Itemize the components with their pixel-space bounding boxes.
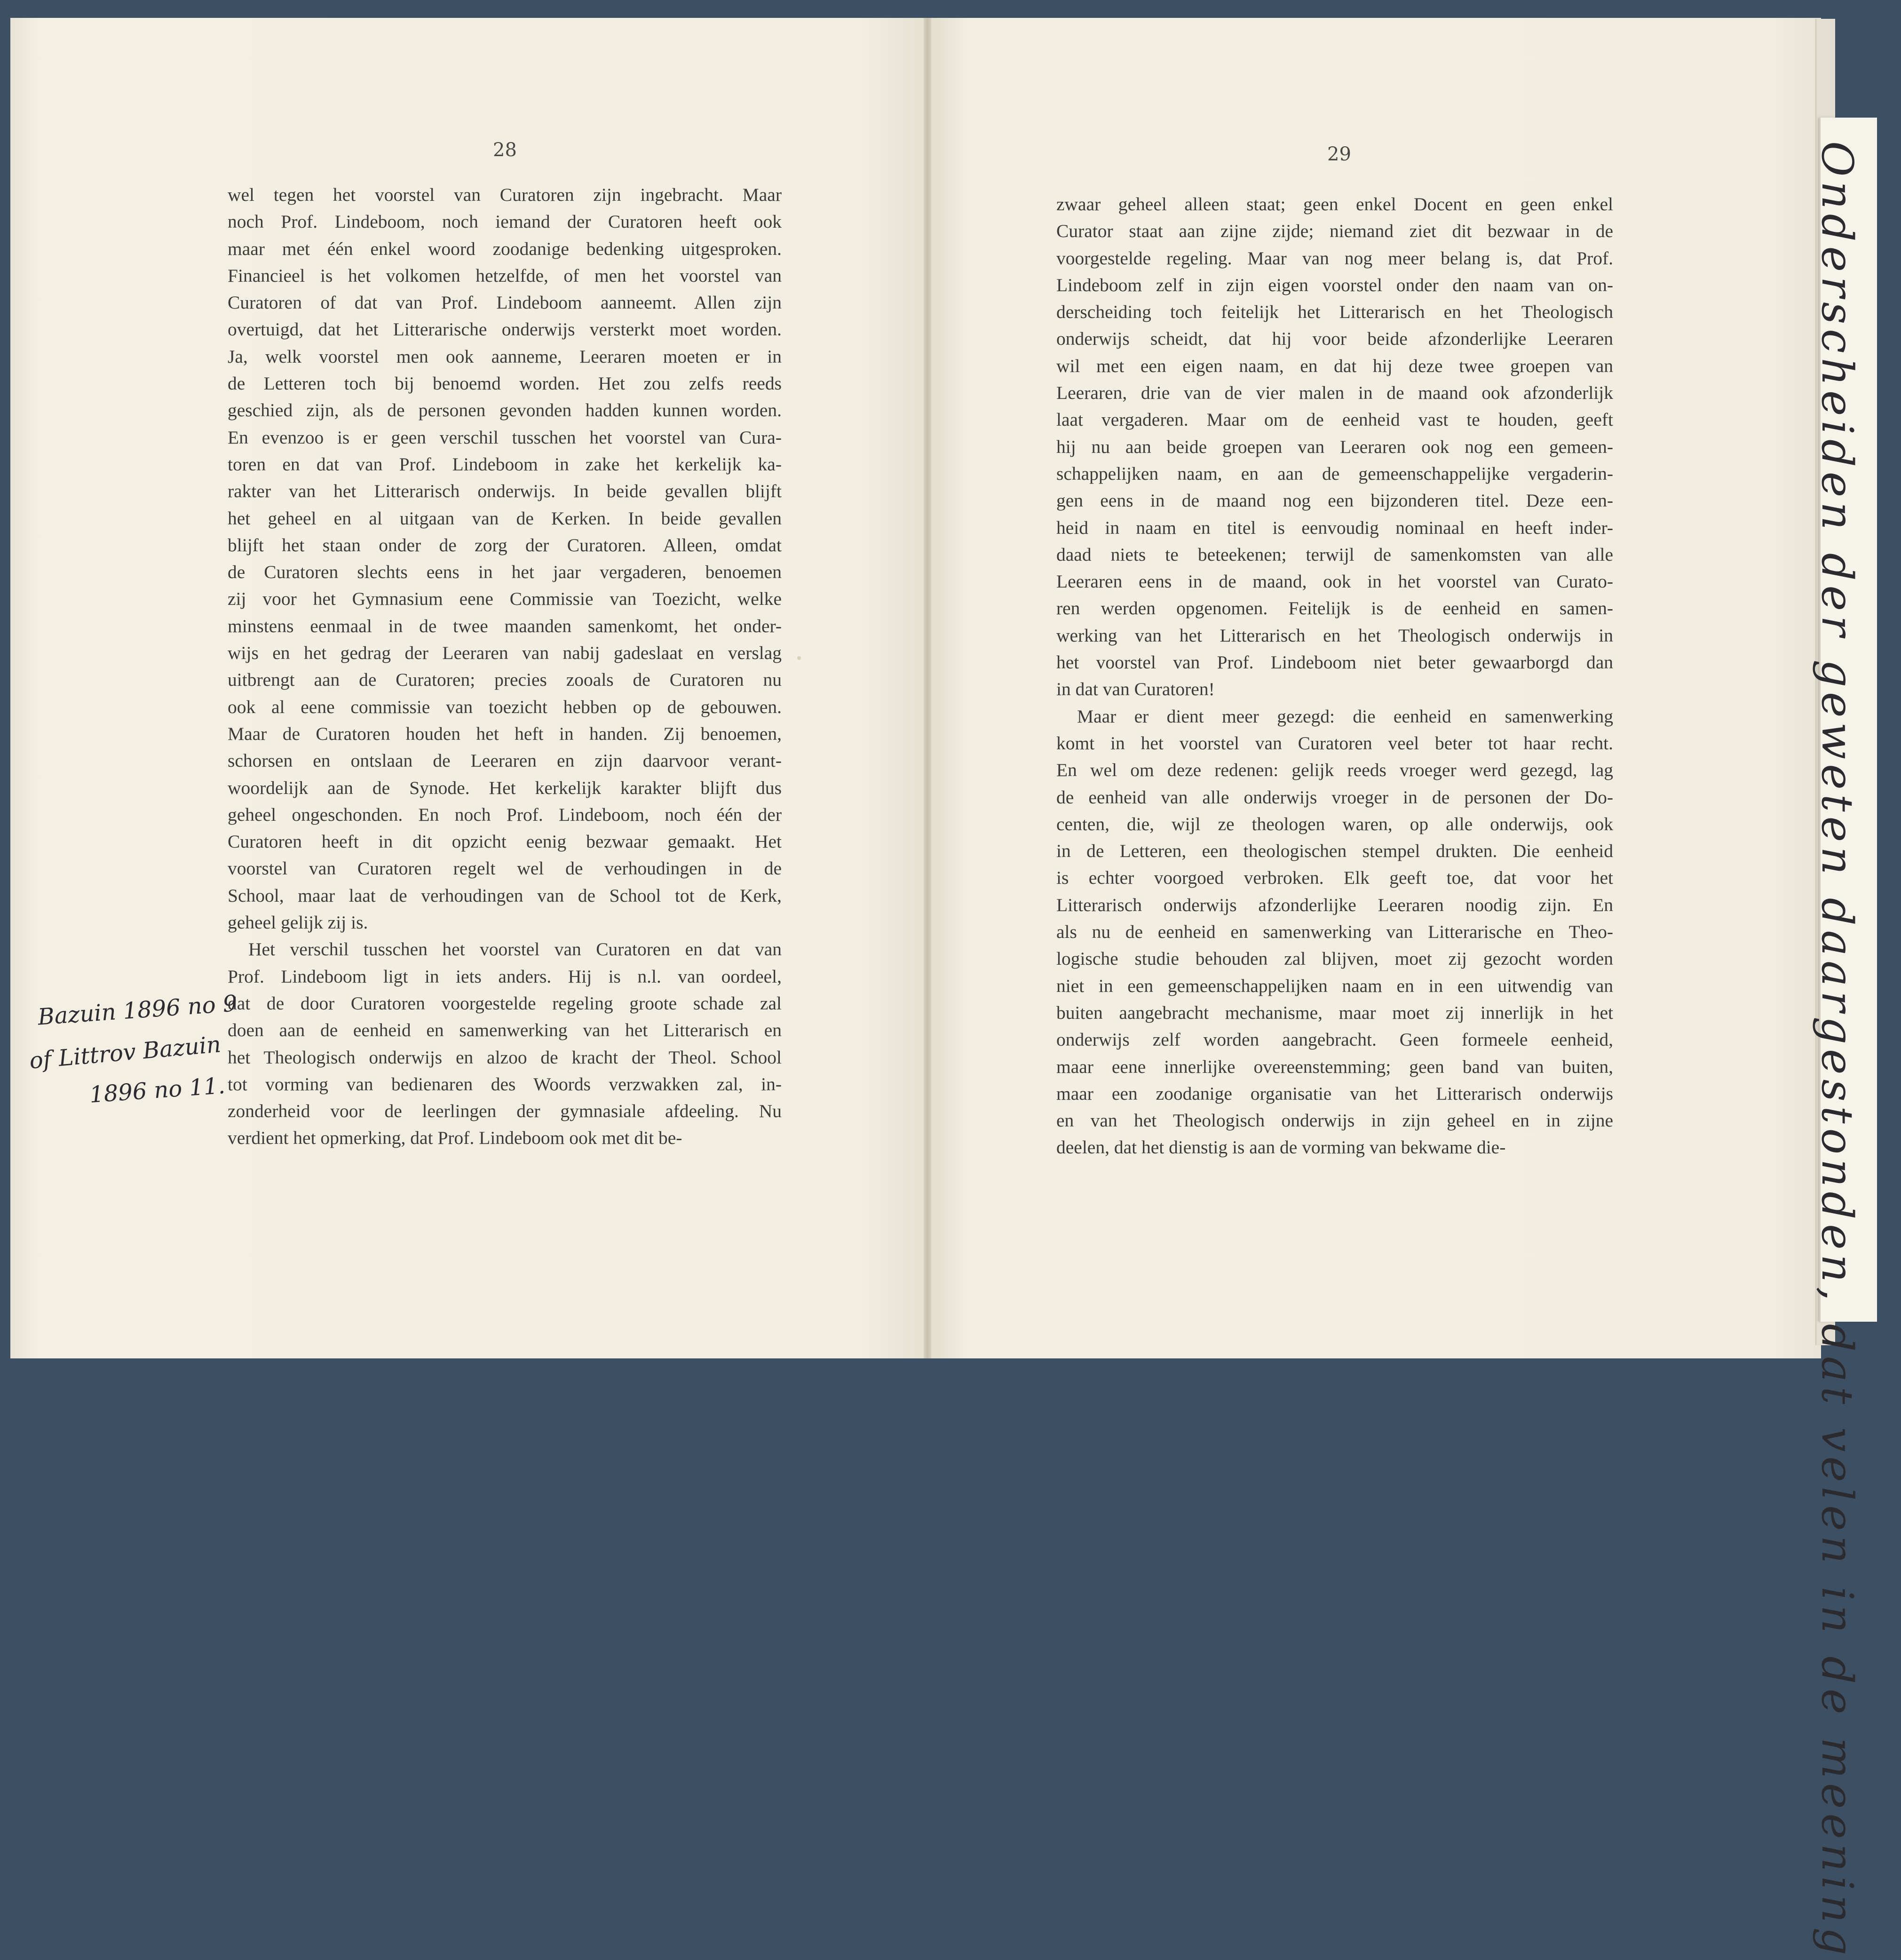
text-line: als nu de eenheid en samenwerking van Litterarische en Theo- — [1056, 921, 1613, 943]
text-line: Maar de Curatoren houden het heft in handen. Zij benoemen, — [228, 723, 782, 744]
text-line: Curator staat aan zijne zijde; niemand ziet dit bezwaar in de — [1056, 221, 1613, 242]
text-line: niet in een gemeenschappelijken naam en in een uitwendig van — [1056, 975, 1613, 996]
text-line: tot vorming van bedienaren des Woords verzwakken zal, in- — [228, 1073, 782, 1095]
text-line: het geheel en al uitgaan van de Kerken. In beide gevallen — [228, 508, 782, 529]
text-line: komt in het voorstel van Curatoren veel beter tot haar recht. — [1056, 732, 1613, 754]
text-line: School, maar laat de verhoudingen van de School tot de Kerk, — [228, 885, 782, 906]
left-page-text — [228, 182, 782, 1152]
text-line: het Theologisch onderwijs en alzoo de kracht der Theol. School — [228, 1047, 782, 1068]
text-line: buiten aangebracht mechanisme, maar moet zij innerlijk in het — [1056, 1002, 1613, 1023]
text-line: schorsen en ontslaan de Leeraren en zijn daarvoor verant- — [228, 750, 782, 771]
text-line: Financieel is het volkomen hetzelfde, of men het voorstel van — [228, 265, 782, 286]
text-line: in dat van Curatoren! — [1056, 679, 1215, 700]
text-line: maar eene innerlijke overeenstemming; geen band van buiten, — [1056, 1056, 1613, 1077]
text-line: minstens eenmaal in de twee maanden samenkomt, het onder- — [228, 615, 782, 636]
right-page-text — [1056, 191, 1613, 1161]
text-line: doen aan de eenheid en samenwerking van het Litterarisch en — [228, 1020, 782, 1041]
text-line: daad niets te beteekenen; terwijl de samenkomsten van alle — [1056, 544, 1613, 565]
text-line: Leeraren, drie van de vier malen in de maand ook afzonderlijk — [1056, 382, 1613, 404]
text-line: rakter van het Litterarisch onderwijs. In beide gevallen blijft — [228, 481, 782, 502]
text-line: En wel om deze redenen: gelijk reeds vroeger werd gezegd, lag — [1056, 760, 1613, 781]
book-gutter — [924, 18, 931, 1358]
text-line: woordelijk aan de Synode. Het kerkelijk karakter blijft dus — [228, 777, 782, 798]
text-line: geheel ongeschonden. En noch Prof. Lindeboom, noch één der — [228, 804, 782, 825]
text-line: maar een zoodanige organisatie van het Litterarisch onderwijs — [1056, 1083, 1613, 1104]
text-line: Prof. Lindeboom ligt in iets anders. Hij is n.l. van oordeel, — [228, 966, 782, 987]
text-line: is echter voorgoed verbroken. Elk geeft toe, dat voor het — [1056, 867, 1613, 889]
text-line: centen, die, wijl ze theologen waren, op alle onderwijs, ook — [1056, 813, 1613, 834]
text-line: zwaar geheel alleen staat; geen enkel Docent en geen enkel — [1056, 194, 1613, 214]
text-line: Litterarisch onderwijs afzonderlijke Leeraren noodig zijn. En — [1056, 894, 1613, 915]
text-line: geschied zijn, als de personen gevonden hadden kunnen worden. — [228, 400, 782, 421]
text-line: Curatoren of dat van Prof. Lindeboom aanneemt. Allen zijn — [228, 292, 782, 313]
text-line: Leeraren eens in de maand, ook in het voorstel van Curato- — [1056, 571, 1613, 592]
text-line: noch Prof. Lindeboom, noch iemand der Curatoren heeft ook — [228, 211, 782, 232]
text-line: hij nu aan beide groepen van Leeraren ook nog een gemeen- — [1056, 436, 1613, 457]
text-line: dat de door Curatoren voorgestelde regeling groote schade zal — [228, 992, 782, 1014]
text-line: en van het Theologisch onderwijs in zijn geheel en in zijne — [1056, 1110, 1613, 1131]
text-line: de eenheid van alle onderwijs vroeger in de personen der Do- — [1056, 786, 1613, 808]
text-line: wel tegen het voorstel van Curatoren zijn ingebracht. Maar — [228, 184, 782, 205]
text-line: ook al eene commissie van toezicht hebben op de gebouwen. — [228, 696, 782, 717]
margin-note-line-3: 1896 no 11. — [88, 1072, 226, 1109]
slip-handwritten-note: Onderscheiden der geweten daargestonden, dat velen in de meening — [1812, 141, 1862, 1960]
text-line: schappelijken naam, en aan de gemeenschappelijke vergaderin- — [1056, 463, 1613, 484]
text-line: verdient het opmerking, dat Prof. Lindeboom ook met dit be- — [228, 1127, 682, 1149]
text-line: onderwijs scheidt, dat hij voor beide afzonderlijke Leeraren — [1056, 328, 1613, 349]
text-line: in de Letteren, een theologischen stempel drukten. Die eenheid — [1056, 841, 1613, 862]
text-line: de Letteren toch bij benoemd worden. Het zou zelfs reeds — [228, 373, 782, 394]
text-line: Lindeboom zelf in zijn eigen voorstel onder den naam van on- — [1056, 274, 1613, 295]
text-line: de Curatoren slechts eens in het jaar vergaderen, benoemen — [228, 562, 782, 583]
text-line: toren en dat van Prof. Lindeboom in zake het kerkelijk ka- — [228, 453, 782, 475]
margin-note-line-2: of Littrov Bazuin — [28, 1031, 222, 1074]
text-line: laat vergaderen. Maar om de eenheid vast te houden, geeft — [1056, 409, 1613, 430]
text-line: overtuigd, dat het Litterarische onderwijs versterkt moet worden. — [228, 319, 782, 340]
text-line: zonderheid voor de leerlingen der gymnasiale afdeeling. Nu — [228, 1101, 782, 1122]
text-line: voorgestelde regeling. Maar van nog meer belang is, dat Prof. — [1056, 247, 1613, 269]
text-line: ren werden opgenomen. Feitelijk is de eenheid en samen- — [1056, 598, 1613, 619]
text-line: gen eens in de maand nog een bijzonderen titel. Deze een- — [1056, 490, 1613, 511]
text-line: En evenzoo is er geen verschil tusschen het voorstel van Cura- — [228, 427, 782, 448]
text-line: het voorstel van Prof. Lindeboom niet beter gewaarborgd dan — [1056, 652, 1613, 673]
text-line: uitbrengt aan de Curatoren; precies zooals de Curatoren nu — [228, 669, 782, 690]
text-line: derscheiding toch feitelijk het Litterarisch en het Theologisch — [1056, 302, 1613, 323]
text-line: wil met een eigen naam, en dat hij deze twee groepen van — [1056, 355, 1613, 376]
text-line: wijs en het gedrag der Leeraren van nabij gadeslaat en verslag — [228, 643, 782, 664]
text-line: onderwijs zelf worden aangebracht. Geen formeele eenheid, — [1056, 1029, 1613, 1050]
text-line: geheel gelijk zij is. — [228, 912, 368, 933]
page-number-right: 29 — [1327, 143, 1351, 165]
text-line: maar met één enkel woord zoodanige bedenking uitgesproken. — [228, 238, 782, 259]
text-line: voorstel van Curatoren regelt wel de verhoudingen in de — [228, 858, 782, 879]
text-line: Het verschil tusschen het voorstel van Curatoren en dat van — [248, 939, 782, 960]
margin-note-line-1: Bazuin 1896 no 9 — [37, 990, 238, 1031]
text-line: deelen, dat het dienstig is aan de vorming van bekwame die- — [1056, 1137, 1506, 1158]
page-number-left: 28 — [493, 139, 517, 161]
text-line: heid in naam en titel is eenvoudig nominaal en heeft inder- — [1056, 517, 1613, 538]
text-line: Ja, welk voorstel men ook aanneme, Leeraren moeten er in — [228, 346, 782, 367]
text-line: Maar er dient meer gezegd: die eenheid en samenwerking — [1077, 706, 1613, 727]
text-line: werking van het Litterarisch en het Theologisch onderwijs in — [1056, 625, 1613, 646]
text-line: logische studie behouden zal blijven, moet zij gezocht worden — [1056, 948, 1613, 969]
text-line: zij voor het Gymnasium eene Commissie van Toezicht, welke — [228, 588, 782, 610]
text-line: blijft het staan onder de zorg der Curatoren. Alleen, omdat — [228, 534, 782, 555]
paper-spot — [797, 656, 801, 660]
text-line: Curatoren heeft in dit opzicht eenig bezwaar gemaakt. Het — [228, 831, 782, 852]
